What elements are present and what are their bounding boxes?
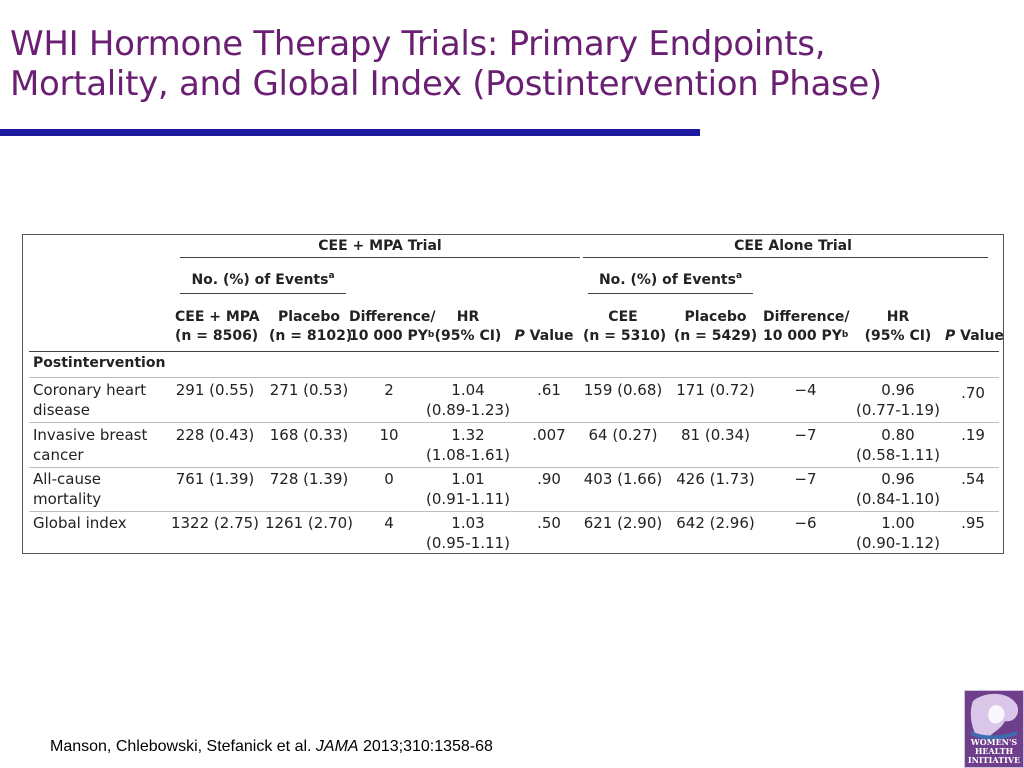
events-rule-cee-mpa xyxy=(180,293,346,294)
row-rule xyxy=(29,422,999,423)
cell-cee-mpa: 291 (0.55) xyxy=(175,381,255,399)
cell-difference-1: 4 xyxy=(384,514,394,532)
logo-wordmark: WOMEN'S HEALTH INITIATIVE xyxy=(967,737,1021,765)
cell-ci-2: (0.58-1.11) xyxy=(856,446,940,464)
cell-cee-mpa: 1322 (2.75) xyxy=(170,514,260,532)
group-header-cee-mpa: CEE + MPA Trial xyxy=(318,238,442,254)
citation xyxy=(50,738,493,756)
cell-placebo-2: 81 (0.34) xyxy=(681,426,750,444)
cell-p-value-1: .50 xyxy=(537,514,561,532)
col-header-difference-1: Difference/ 10 000 $PY^b$ xyxy=(349,309,436,344)
row-label-line-1: All-cause xyxy=(33,470,101,488)
cell-hr-2: 0.80 xyxy=(881,426,915,444)
col-header-p-value-2: P Value xyxy=(945,328,1004,344)
cell-p-value-1: .007 xyxy=(532,426,566,444)
cell-hr-1: 1.04 xyxy=(451,381,485,399)
results-table xyxy=(22,234,1004,554)
cell-cee: 403 (1.66) xyxy=(583,470,663,488)
cell-p-value-1: .90 xyxy=(537,470,561,488)
row-label-line-2: mortality xyxy=(33,490,102,508)
title-underline-rule xyxy=(0,129,700,136)
row-rule xyxy=(29,467,999,468)
cell-placebo-1: 728 (1.39) xyxy=(269,470,349,488)
citation-reference: 2013;310:1358-68 xyxy=(358,738,493,755)
cell-difference-2: −6 xyxy=(794,514,817,532)
cell-p-value-2: .95 xyxy=(961,514,985,532)
cell-hr-2: 1.00 xyxy=(881,514,915,532)
events-header-cee-alone: No. (%) of Events$^a$ xyxy=(598,271,743,288)
header-bottom-rule xyxy=(29,351,999,352)
cell-difference-2: −7 xyxy=(794,426,817,444)
group-rule-cee-alone xyxy=(583,257,988,258)
events-header-cee-mpa: No. (%) of Events$^a$ xyxy=(191,271,335,288)
slide-title-line-1: WHI Hormone Therapy Trials: Primary Endpoints, xyxy=(10,24,826,64)
col-header-p-value-1: P Value xyxy=(514,328,574,344)
cell-ci-1: (1.08-1.61) xyxy=(426,446,510,464)
col-header-cee: CEE (n = 5310) xyxy=(583,309,667,344)
citation-journal: JAMA xyxy=(315,738,359,755)
cell-ci-1: (0.91-1.11) xyxy=(426,490,510,508)
cell-cee: 159 (0.68) xyxy=(583,381,663,399)
events-rule-cee-alone xyxy=(588,293,753,294)
cell-placebo-1: 271 (0.53) xyxy=(269,381,349,399)
row-label-line-1: Global index xyxy=(33,514,127,532)
row-label-line-1: Invasive breast xyxy=(33,426,148,444)
row-label-line-2: disease xyxy=(33,401,90,419)
cell-placebo-2: 171 (0.72) xyxy=(676,381,755,399)
citation-authors: Manson, Chlebowski, Stefanick et al. xyxy=(50,738,316,755)
cell-difference-1: 0 xyxy=(384,470,394,488)
cell-difference-2: −7 xyxy=(794,470,817,488)
cell-ci-2: (0.84-1.10) xyxy=(856,490,940,508)
col-header-placebo-2: Placebo (n = 5429) xyxy=(673,309,758,344)
cell-p-value-2: .70 xyxy=(961,384,985,402)
group-header-cee-alone: CEE Alone Trial xyxy=(734,238,852,254)
cell-difference-2: −4 xyxy=(794,381,817,399)
cell-cee: 64 (0.27) xyxy=(588,426,658,444)
row-rule xyxy=(29,511,999,512)
cell-p-value-2: .19 xyxy=(961,426,985,444)
col-header-placebo-1: Placebo (n = 8102) xyxy=(269,309,353,344)
whi-logo xyxy=(964,690,1024,768)
cell-placebo-1: 1261 (2.70) xyxy=(264,514,354,532)
col-header-difference-2: Difference/ 10 000 $PY^b$ xyxy=(763,309,850,344)
cell-p-value-2: .54 xyxy=(961,470,985,488)
row-label-line-2: cancer xyxy=(33,446,84,464)
cell-hr-2: 0.96 xyxy=(881,470,915,488)
cell-ci-1: (0.89-1.23) xyxy=(426,401,510,419)
cell-ci-2: (0.77-1.19) xyxy=(856,401,940,419)
cell-cee: 621 (2.90) xyxy=(583,514,663,532)
cell-ci-2: (0.90-1.12) xyxy=(856,534,940,552)
slide-title xyxy=(10,24,1010,104)
cell-placebo-2: 426 (1.73) xyxy=(676,470,755,488)
section-rule xyxy=(29,377,999,378)
cell-placebo-2: 642 (2.96) xyxy=(676,514,755,532)
cell-hr-1: 1.03 xyxy=(451,514,485,532)
section-label-postintervention: Postintervention xyxy=(33,355,166,371)
col-header-cee-mpa: CEE + MPA (n = 8506) xyxy=(175,309,260,344)
cell-cee-mpa: 761 (1.39) xyxy=(175,470,255,488)
row-label-line-1: Coronary heart xyxy=(33,381,147,399)
cell-cee-mpa: 228 (0.43) xyxy=(175,426,255,444)
cell-placebo-1: 168 (0.33) xyxy=(269,426,349,444)
cell-p-value-1: .61 xyxy=(537,381,561,399)
cell-hr-1: 1.32 xyxy=(451,426,485,444)
slide-title-line-2: Mortality, and Global Index (Postintervention Phase) xyxy=(10,64,883,104)
col-header-hr-1: HR (95% CI) xyxy=(434,309,502,344)
cell-difference-1: 2 xyxy=(384,381,394,399)
cell-ci-1: (0.95-1.11) xyxy=(426,534,510,552)
cell-hr-1: 1.01 xyxy=(451,470,485,488)
group-rule-cee-mpa xyxy=(180,257,580,258)
col-header-hr-2: HR (95% CI) xyxy=(864,309,932,344)
cell-hr-2: 0.96 xyxy=(881,381,915,399)
cell-difference-1: 10 xyxy=(379,426,399,444)
